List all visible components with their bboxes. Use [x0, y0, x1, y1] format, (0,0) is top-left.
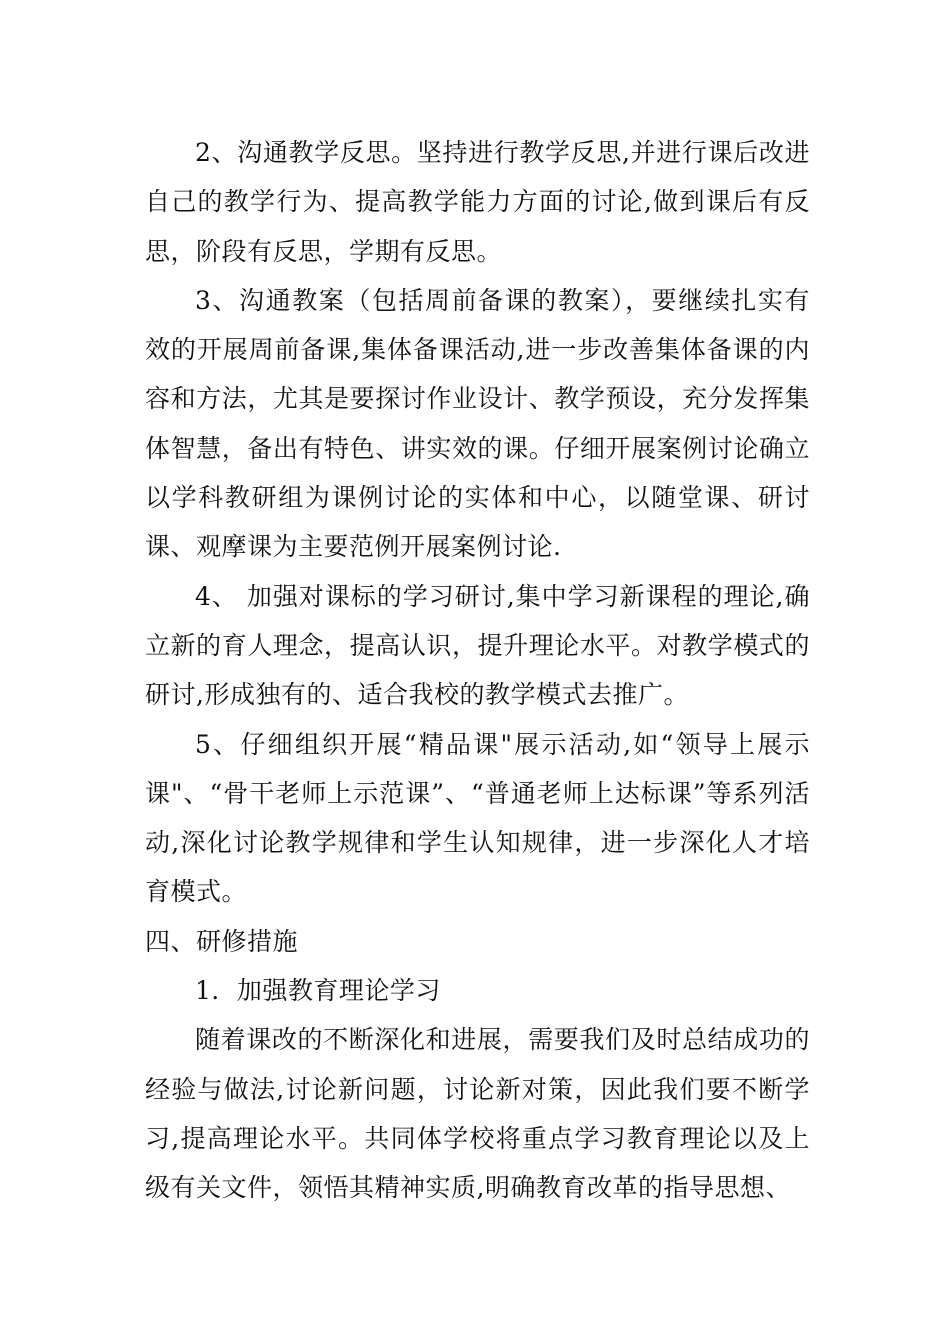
document-body: [145, 128, 810, 1213]
section-heading: 四、研修措施: [145, 926, 299, 956]
paragraph-lesson-plans: 3、沟通教案（包括周前备课的教案），要继续扎实有效的开展周前备课,集体备课活动,进一步改善集体备课的内容和方法，尤其是要探讨作业设计、教学预设，充分发挥集体智慧，备出有特色、讲实效的课。仔细开展案例讨论确立以学科教研组为课例讨论的实体和中心，以随堂课、研讨课、观摩课为主要范例开展案例讨论.: [145, 285, 810, 562]
paragraph-reflection: 2、沟通教学反思。坚持进行教学反思,并进行课后改进自己的教学行为、提高教学能力方面的讨论,做到课后有反思，阶段有反思，学期有反思。: [145, 138, 810, 266]
paragraph-theory-study: 随着课改的不断深化和进展，需要我们及时总结成功的经验与做法,讨论新问题，讨论新对策，因此我们要不断学习,提高理论水平。共同体学校将重点学习教育理论以及上级有关文件，领悟其精神实质,明确教育改革的指导思想、: [145, 1025, 810, 1203]
paragraph-curriculum-standards: 4、 加强对课标的学习研讨,集中学习新课程的理论,确立新的育人理念，提高认识，提升理论水平。对教学模式的研讨,形成独有的、适合我校的教学模式去推广。: [145, 581, 810, 710]
paragraph-quality-lessons: 5、仔细组织开展“精品课"展示活动,如“领导上展示课"、“骨干老师上示范课”、“普通老师上达标课”等系列活动,深化讨论教学规律和学生认知规律，进一步深化人才培育模式。: [145, 729, 810, 907]
subheading: 1．加强教育理论学习: [195, 976, 441, 1006]
